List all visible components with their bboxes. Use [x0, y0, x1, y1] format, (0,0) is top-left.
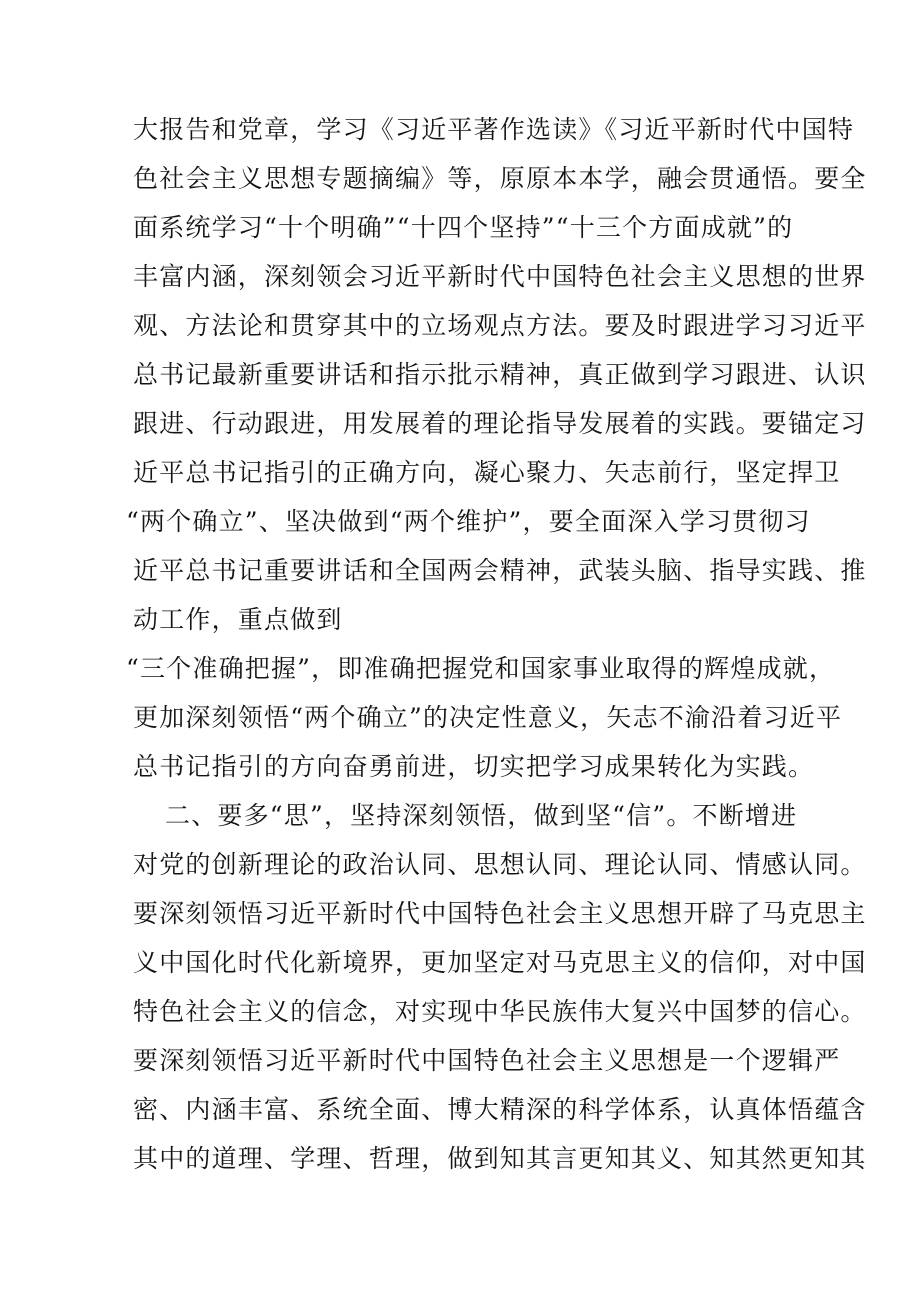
text-line-21: 密、内涵丰富、系统全面、博大精深的科学体系，认真体悟蕴含 [133, 1095, 867, 1124]
text-line-22: 其中的道理、学理、哲理，做到知其言更知其义、知其然更知其 [133, 1144, 867, 1173]
text-line-13: 更加深刻领悟“两个确立”的决定性意义，矢志不渝沿着习近平 [133, 703, 843, 732]
text-line-17: 要深刻领悟习近平新时代中国特色社会主义思想开辟了马克思主 [133, 899, 867, 928]
text-line-7: 跟进、行动跟进，用发展着的理论指导发展着的实践。要锚定习 [133, 409, 867, 438]
text-line-19: 特色社会主义的信念，对实现中华民族伟大复兴中国梦的信心。 [133, 997, 867, 1026]
text-line-20: 要深刻领悟习近平新时代中国特色社会主义思想是一个逻辑严 [133, 1046, 841, 1075]
text-line-2: 色社会主义思想专题摘编》等，原原本本学，融会贯通悟。要全 [133, 164, 867, 193]
text-line-4: 丰富内涵，深刻领会习近平新时代中国特色社会主义思想的世界 [133, 262, 867, 291]
text-line-8: 近平总书记指引的正确方向，凝心聚力、矢志前行，坚定捍卫 [133, 458, 841, 487]
text-line-14: 总书记指引的方向奋勇前进，切实把学习成果转化为实践。 [133, 752, 815, 781]
text-line-5: 观、方法论和贯穿其中的立场观点方法。要及时跟进学习习近平 [133, 311, 867, 340]
text-line-6: 总书记最新重要讲话和指示批示精神，真正做到学习跟进、认识 [133, 360, 867, 389]
text-line-9: “两个确立”、坚决做到“两个维护”，要全面深入学习贯彻习 [126, 507, 811, 536]
text-line-3: 面系统学习“十个明确”“十四个坚持”“十三个方面成就”的 [133, 213, 794, 242]
text-line-15: 二、要多“思”，坚持深刻领悟，做到坚“信”。不断增进 [165, 801, 798, 830]
text-line-11: 动工作，重点做到 [133, 605, 343, 634]
text-line-10: 近平总书记重要讲话和全国两会精神，武装头脑、指导实践、推 [133, 556, 867, 585]
text-line-18: 义中国化时代化新境界，更加坚定对马克思主义的信仰，对中国 [133, 948, 867, 977]
text-line-16: 对党的创新理论的政治认同、思想认同、理论认同、情感认同。 [133, 850, 867, 879]
text-line-12: “三个准确把握”，即准确把握党和国家事业取得的辉煌成就， [126, 654, 836, 683]
text-line-1: 大报告和党章，学习《习近平著作选读》《习近平新时代中国特 [133, 115, 855, 144]
